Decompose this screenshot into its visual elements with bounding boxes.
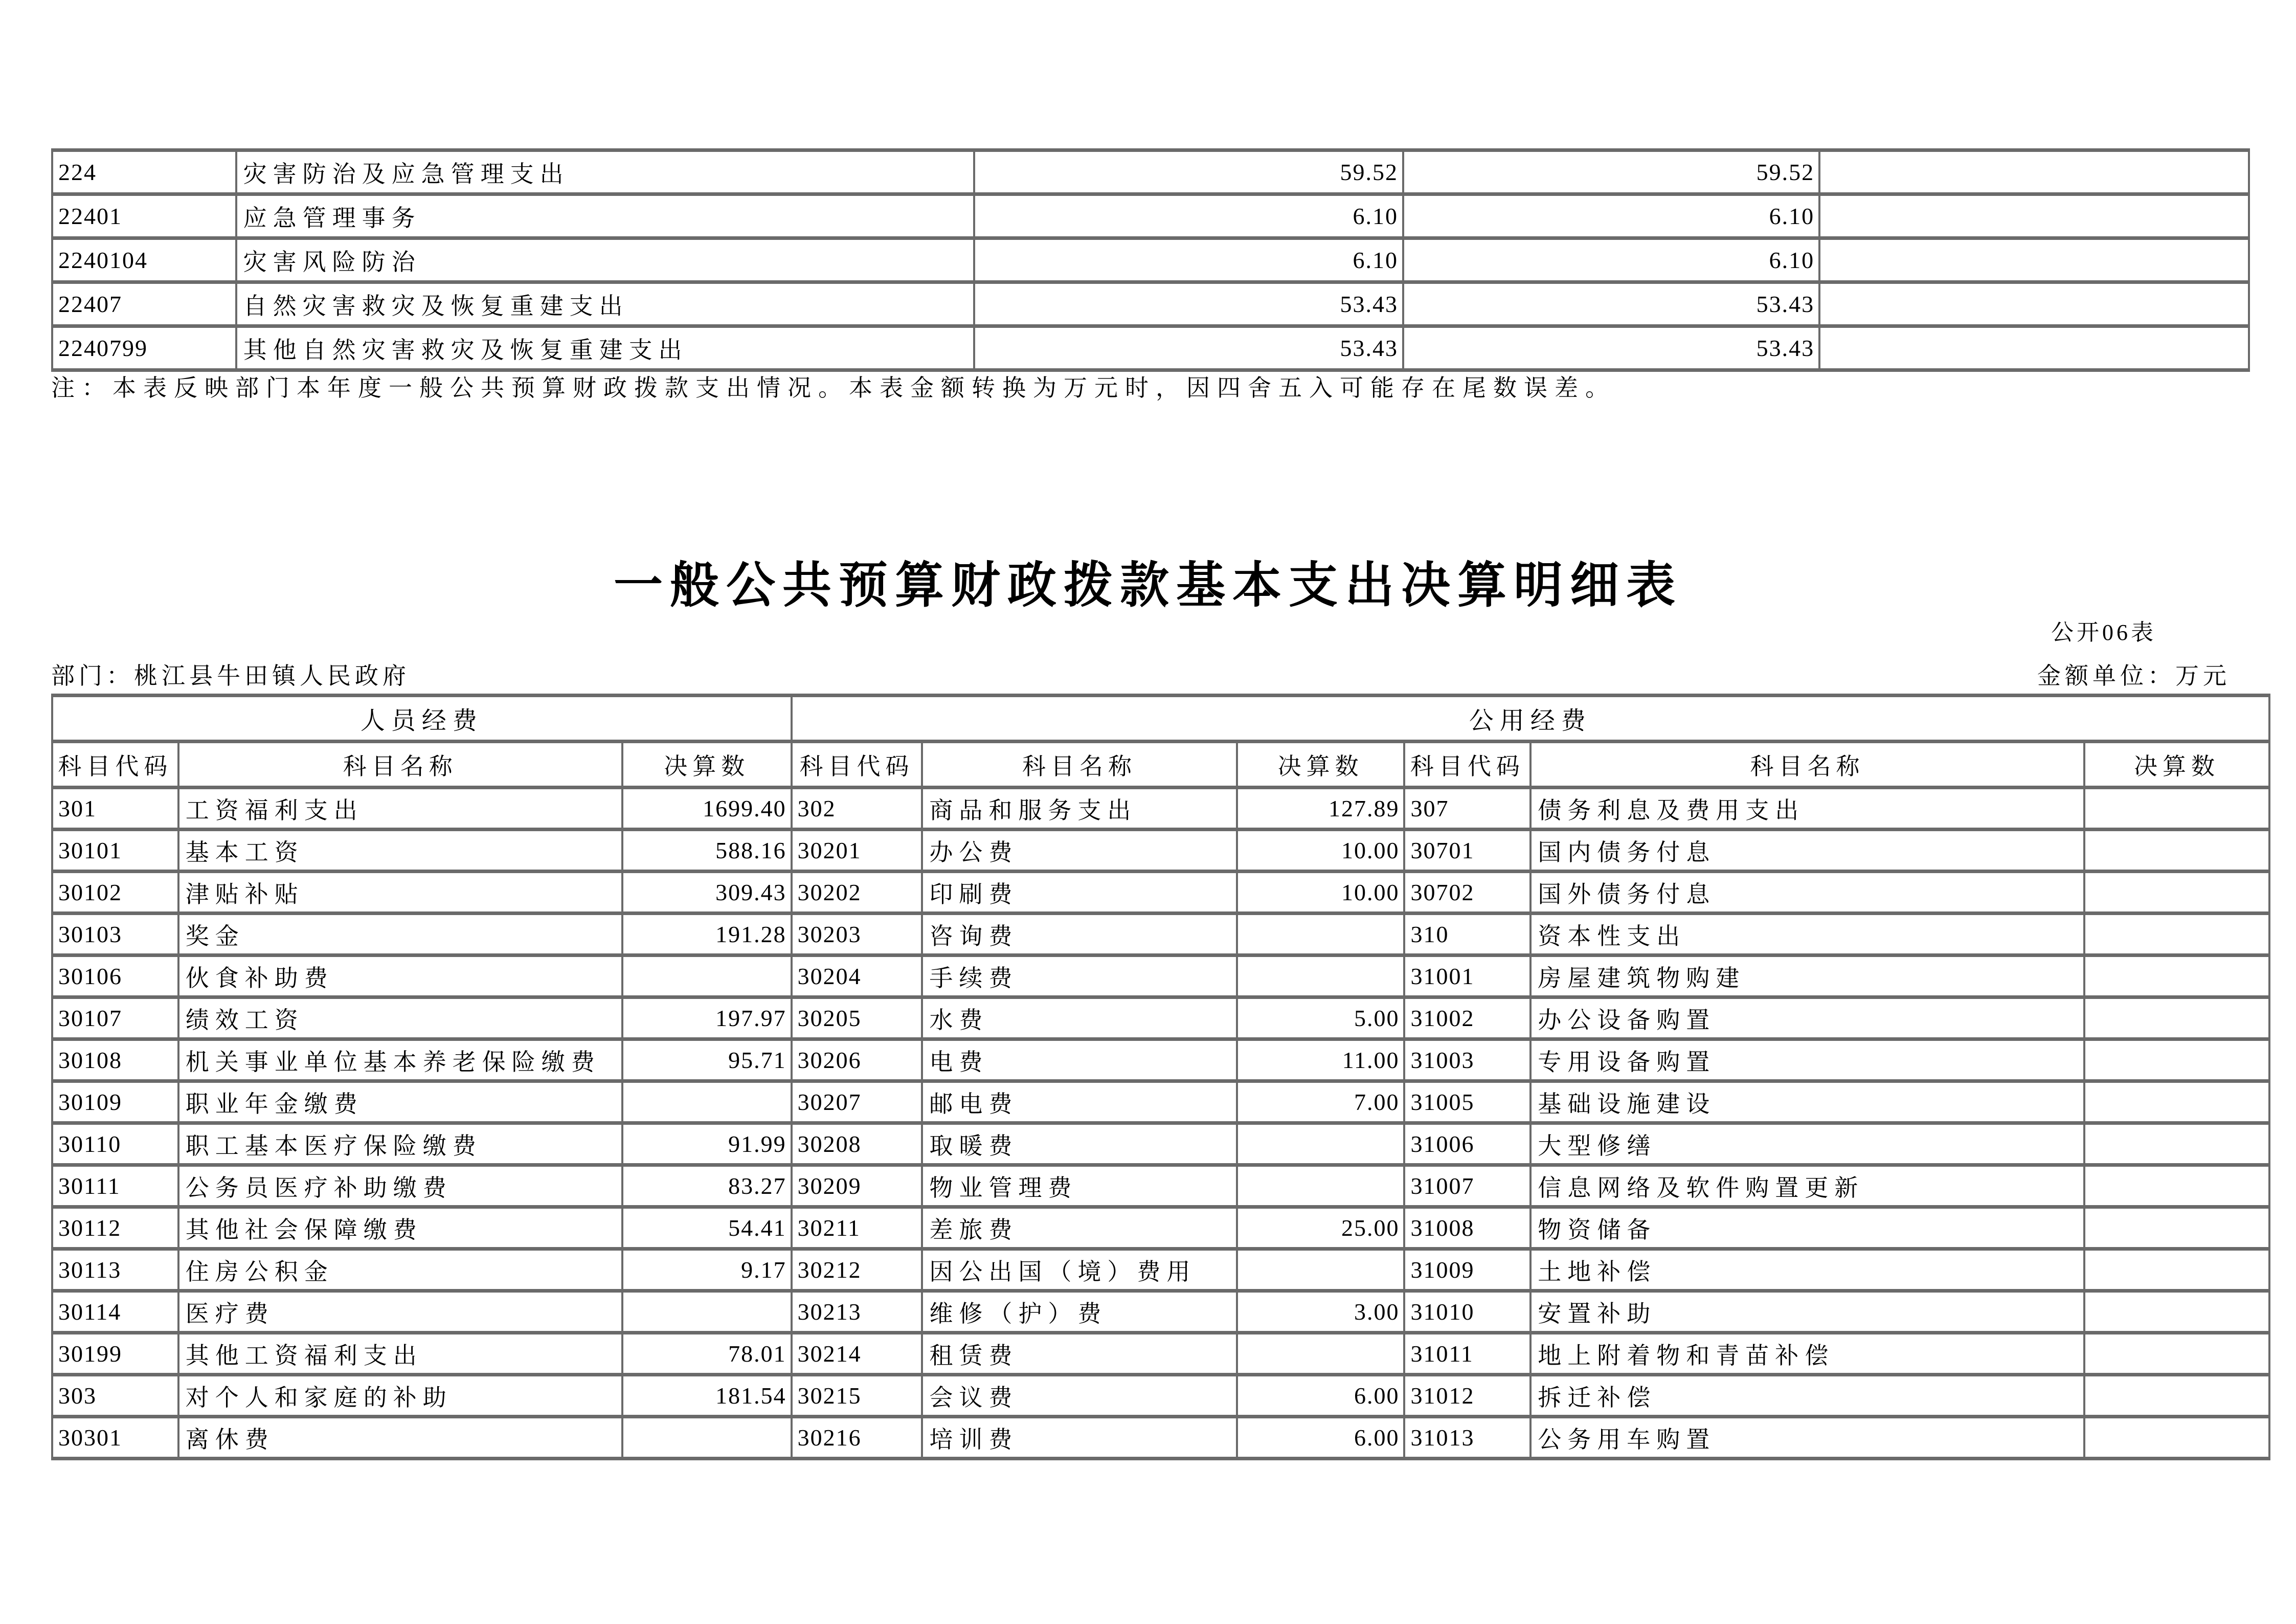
table-row — [52, 1081, 2269, 1123]
capital-amount-cell — [2084, 1291, 2269, 1333]
public-amount-cell — [1237, 914, 1405, 955]
table-row — [52, 194, 2249, 238]
public-amount-cell: 10.00 — [1237, 830, 1405, 872]
public-name-cell: 维修（护）费 — [922, 1291, 1236, 1333]
amount-cell-3 — [1819, 150, 2249, 194]
group-header-row — [52, 696, 2269, 742]
table-row — [52, 1123, 2269, 1165]
personnel-amount-cell: 181.54 — [622, 1375, 792, 1417]
capital-amount-cell — [2084, 1249, 2269, 1291]
public-amount-cell: 127.89 — [1237, 788, 1405, 830]
personnel-name-cell: 伙食补助费 — [178, 955, 622, 997]
public-name-cell: 咨询费 — [922, 914, 1236, 955]
public-name-cell: 水费 — [922, 997, 1236, 1039]
personnel-amount-cell — [622, 1291, 792, 1333]
personnel-amount-cell: 78.01 — [622, 1333, 792, 1375]
column-header-amount-1: 决算数 — [622, 742, 792, 788]
capital-amount-cell — [2084, 1417, 2269, 1459]
column-header-code-2: 科目代码 — [792, 742, 922, 788]
public-code-cell: 30211 — [792, 1207, 922, 1249]
capital-name-cell: 资本性支出 — [1530, 914, 2084, 955]
public-amount-cell — [1237, 1123, 1405, 1165]
table-row — [52, 238, 2249, 282]
capital-name-cell: 办公设备购置 — [1530, 997, 2084, 1039]
personnel-name-cell: 津贴补贴 — [178, 872, 622, 914]
public-amount-cell: 25.00 — [1237, 1207, 1405, 1249]
personnel-code-cell: 30103 — [52, 914, 178, 955]
public-amount-cell: 6.00 — [1237, 1375, 1405, 1417]
capital-code-cell: 31012 — [1404, 1375, 1530, 1417]
personnel-code-cell: 303 — [52, 1375, 178, 1417]
public-code-cell: 302 — [792, 788, 922, 830]
amount-cell-1: 53.43 — [974, 282, 1403, 326]
capital-amount-cell — [2084, 872, 2269, 914]
personnel-code-cell: 30101 — [52, 830, 178, 872]
public-amount-cell: 7.00 — [1237, 1081, 1405, 1123]
capital-code-cell: 31010 — [1404, 1291, 1530, 1333]
public-amount-cell — [1237, 1165, 1405, 1207]
personnel-amount-cell — [622, 1417, 792, 1459]
public-name-cell: 办公费 — [922, 830, 1236, 872]
personnel-name-cell: 医疗费 — [178, 1291, 622, 1333]
subject-code-cell: 22401 — [52, 194, 236, 238]
personnel-name-cell: 离休费 — [178, 1417, 622, 1459]
personnel-name-cell: 住房公积金 — [178, 1249, 622, 1291]
table-row — [52, 830, 2269, 872]
table-row — [52, 788, 2269, 830]
capital-name-cell: 国外债务付息 — [1530, 872, 2084, 914]
column-header-code-1: 科目代码 — [52, 742, 178, 788]
subject-code-cell: 2240104 — [52, 238, 236, 282]
table-row — [52, 1333, 2269, 1375]
public-code-cell: 30216 — [792, 1417, 922, 1459]
table-row — [52, 1291, 2269, 1333]
unit-label: 金额单位：万元 — [2037, 663, 2231, 689]
capital-code-cell: 31002 — [1404, 997, 1530, 1039]
public-name-cell: 取暖费 — [922, 1123, 1236, 1165]
capital-amount-cell — [2084, 1165, 2269, 1207]
capital-name-cell: 国内债务付息 — [1530, 830, 2084, 872]
amount-cell-3 — [1819, 282, 2249, 326]
capital-amount-cell — [2084, 914, 2269, 955]
personnel-amount-cell: 191.28 — [622, 914, 792, 955]
public-amount-cell: 3.00 — [1237, 1291, 1405, 1333]
personnel-code-cell: 30106 — [52, 955, 178, 997]
capital-code-cell: 31013 — [1404, 1417, 1530, 1459]
table-row — [52, 1165, 2269, 1207]
subject-name-cell: 自然灾害救灾及恢复重建支出 — [236, 282, 974, 326]
capital-name-cell: 拆迁补偿 — [1530, 1375, 2084, 1417]
table-row — [52, 872, 2269, 914]
amount-cell-3 — [1819, 238, 2249, 282]
capital-name-cell: 地上附着物和青苗补偿 — [1530, 1333, 2084, 1375]
continued-expenditure-table — [51, 148, 2250, 372]
capital-code-cell: 31006 — [1404, 1123, 1530, 1165]
personnel-code-cell: 30107 — [52, 997, 178, 1039]
public-code-cell: 30202 — [792, 872, 922, 914]
public-code-cell: 30209 — [792, 1165, 922, 1207]
public-code-cell: 30212 — [792, 1249, 922, 1291]
capital-code-cell: 31009 — [1404, 1249, 1530, 1291]
personnel-code-cell: 30102 — [52, 872, 178, 914]
amount-cell-2: 53.43 — [1403, 282, 1819, 326]
table-row — [52, 1375, 2269, 1417]
personnel-name-cell: 其他工资福利支出 — [178, 1333, 622, 1375]
personnel-amount-cell: 54.41 — [622, 1207, 792, 1249]
capital-code-cell: 31001 — [1404, 955, 1530, 997]
column-header-name-1: 科目名称 — [178, 742, 622, 788]
column-header-amount-2: 决算数 — [1237, 742, 1405, 788]
personnel-amount-cell: 309.43 — [622, 872, 792, 914]
capital-code-cell: 31005 — [1404, 1081, 1530, 1123]
public-code-cell: 30214 — [792, 1333, 922, 1375]
public-amount-cell: 5.00 — [1237, 997, 1405, 1039]
personnel-code-cell: 30113 — [52, 1249, 178, 1291]
public-name-cell: 电费 — [922, 1039, 1236, 1081]
personnel-amount-cell: 83.27 — [622, 1165, 792, 1207]
personnel-code-cell: 30110 — [52, 1123, 178, 1165]
public-group-header: 公用经费 — [792, 696, 2269, 742]
table-row — [52, 150, 2249, 194]
personnel-code-cell: 30114 — [52, 1291, 178, 1333]
personnel-name-cell: 机关事业单位基本养老保险缴费 — [178, 1039, 622, 1081]
table-row — [52, 1249, 2269, 1291]
personnel-name-cell: 职工基本医疗保险缴费 — [178, 1123, 622, 1165]
personnel-code-cell: 30108 — [52, 1039, 178, 1081]
capital-name-cell: 基础设施建设 — [1530, 1081, 2084, 1123]
personnel-amount-cell — [622, 955, 792, 997]
capital-name-cell: 房屋建筑物购建 — [1530, 955, 2084, 997]
public-amount-cell: 11.00 — [1237, 1039, 1405, 1081]
table-row — [52, 914, 2269, 955]
public-amount-cell — [1237, 1333, 1405, 1375]
capital-amount-cell — [2084, 1081, 2269, 1123]
capital-name-cell: 公务用车购置 — [1530, 1417, 2084, 1459]
capital-code-cell: 310 — [1404, 914, 1530, 955]
amount-cell-1: 53.43 — [974, 326, 1403, 370]
capital-name-cell: 专用设备购置 — [1530, 1039, 2084, 1081]
subject-name-cell: 应急管理事务 — [236, 194, 974, 238]
public-code-cell: 30207 — [792, 1081, 922, 1123]
subject-name-cell: 灾害防治及应急管理支出 — [236, 150, 974, 194]
column-header-amount-3: 决算数 — [2084, 742, 2269, 788]
amount-cell-1: 59.52 — [974, 150, 1403, 194]
capital-name-cell: 债务利息及费用支出 — [1530, 788, 2084, 830]
public-code-cell: 30206 — [792, 1039, 922, 1081]
amount-cell-3 — [1819, 194, 2249, 238]
subject-code-cell: 22407 — [52, 282, 236, 326]
column-header-code-3: 科目代码 — [1404, 742, 1530, 788]
public-name-cell: 培训费 — [922, 1417, 1236, 1459]
capital-name-cell: 物资储备 — [1530, 1207, 2084, 1249]
personnel-amount-cell: 197.97 — [622, 997, 792, 1039]
capital-amount-cell — [2084, 1207, 2269, 1249]
public-code-cell: 30208 — [792, 1123, 922, 1165]
personnel-code-cell: 30112 — [52, 1207, 178, 1249]
table-row — [52, 955, 2269, 997]
public-name-cell: 差旅费 — [922, 1207, 1236, 1249]
public-name-cell: 因公出国（境）费用 — [922, 1249, 1236, 1291]
capital-code-cell: 30702 — [1404, 872, 1530, 914]
subject-code-cell: 224 — [52, 150, 236, 194]
public-amount-cell — [1237, 955, 1405, 997]
amount-cell-2: 59.52 — [1403, 150, 1819, 194]
personnel-name-cell: 绩效工资 — [178, 997, 622, 1039]
subject-code-cell: 2240799 — [52, 326, 236, 370]
public-name-cell: 会议费 — [922, 1375, 1236, 1417]
personnel-name-cell: 奖金 — [178, 914, 622, 955]
capital-amount-cell — [2084, 1039, 2269, 1081]
personnel-name-cell: 职业年金缴费 — [178, 1081, 622, 1123]
capital-code-cell: 307 — [1404, 788, 1530, 830]
personnel-name-cell: 公务员医疗补助缴费 — [178, 1165, 622, 1207]
personnel-amount-cell: 91.99 — [622, 1123, 792, 1165]
public-name-cell: 手续费 — [922, 955, 1236, 997]
amount-cell-2: 6.10 — [1403, 194, 1819, 238]
public-code-cell: 30213 — [792, 1291, 922, 1333]
capital-code-cell: 30701 — [1404, 830, 1530, 872]
amount-cell-1: 6.10 — [974, 238, 1403, 282]
capital-code-cell: 31011 — [1404, 1333, 1530, 1375]
personnel-name-cell: 其他社会保障缴费 — [178, 1207, 622, 1249]
capital-code-cell: 31008 — [1404, 1207, 1530, 1249]
personnel-code-cell: 30199 — [52, 1333, 178, 1375]
page-title: 一般公共预算财政拨款基本支出决算明细表 — [614, 558, 1682, 613]
capital-name-cell: 大型修缮 — [1530, 1123, 2084, 1165]
public-amount-cell: 6.00 — [1237, 1417, 1405, 1459]
basic-expenditure-detail-table — [51, 694, 2270, 1460]
table-row — [52, 997, 2269, 1039]
capital-amount-cell — [2084, 1333, 2269, 1375]
subject-name-cell: 其他自然灾害救灾及恢复重建支出 — [236, 326, 974, 370]
personnel-name-cell: 工资福利支出 — [178, 788, 622, 830]
amount-cell-1: 6.10 — [974, 194, 1403, 238]
personnel-name-cell: 基本工资 — [178, 830, 622, 872]
personnel-code-cell: 30109 — [52, 1081, 178, 1123]
column-header-name-3: 科目名称 — [1530, 742, 2084, 788]
public-name-cell: 印刷费 — [922, 872, 1236, 914]
capital-name-cell: 土地补偿 — [1530, 1249, 2084, 1291]
capital-amount-cell — [2084, 830, 2269, 872]
table-row — [52, 282, 2249, 326]
column-header-row — [52, 742, 2269, 788]
capital-amount-cell — [2084, 1375, 2269, 1417]
capital-amount-cell — [2084, 1123, 2269, 1165]
public-amount-cell — [1237, 1249, 1405, 1291]
table-row — [52, 326, 2249, 370]
public-code-cell: 30203 — [792, 914, 922, 955]
table-row — [52, 1417, 2269, 1459]
table-row — [52, 1207, 2269, 1249]
amount-cell-2: 6.10 — [1403, 238, 1819, 282]
table-row — [52, 1039, 2269, 1081]
column-header-name-2: 科目名称 — [922, 742, 1236, 788]
personnel-code-cell: 301 — [52, 788, 178, 830]
personnel-group-header: 人员经费 — [52, 696, 792, 742]
personnel-amount-cell: 9.17 — [622, 1249, 792, 1291]
personnel-amount-cell: 95.71 — [622, 1039, 792, 1081]
public-code-cell: 30201 — [792, 830, 922, 872]
personnel-amount-cell: 588.16 — [622, 830, 792, 872]
amount-cell-2: 53.43 — [1403, 326, 1819, 370]
capital-code-cell: 31007 — [1404, 1165, 1530, 1207]
public-name-cell: 物业管理费 — [922, 1165, 1236, 1207]
public-name-cell: 邮电费 — [922, 1081, 1236, 1123]
personnel-amount-cell — [622, 1081, 792, 1123]
personnel-name-cell: 对个人和家庭的补助 — [178, 1375, 622, 1417]
form-number-label: 公开06表 — [2051, 620, 2156, 645]
public-code-cell: 30215 — [792, 1375, 922, 1417]
subject-name-cell: 灾害风险防治 — [236, 238, 974, 282]
note-text: 注：本表反映部门本年度一般公共预算财政拨款支出情况。本表金额转换为万元时，因四舍五入可能存在尾数误差。 — [51, 375, 1616, 401]
capital-code-cell: 31003 — [1404, 1039, 1530, 1081]
personnel-code-cell: 30111 — [52, 1165, 178, 1207]
personnel-amount-cell: 1699.40 — [622, 788, 792, 830]
capital-amount-cell — [2084, 997, 2269, 1039]
public-name-cell: 租赁费 — [922, 1333, 1236, 1375]
public-name-cell: 商品和服务支出 — [922, 788, 1236, 830]
capital-amount-cell — [2084, 788, 2269, 830]
public-code-cell: 30204 — [792, 955, 922, 997]
public-amount-cell: 10.00 — [1237, 872, 1405, 914]
capital-name-cell: 信息网络及软件购置更新 — [1530, 1165, 2084, 1207]
capital-name-cell: 安置补助 — [1530, 1291, 2084, 1333]
capital-amount-cell — [2084, 955, 2269, 997]
personnel-code-cell: 30301 — [52, 1417, 178, 1459]
department-label: 部门：桃江县牛田镇人民政府 — [51, 663, 410, 689]
public-code-cell: 30205 — [792, 997, 922, 1039]
amount-cell-3 — [1819, 326, 2249, 370]
